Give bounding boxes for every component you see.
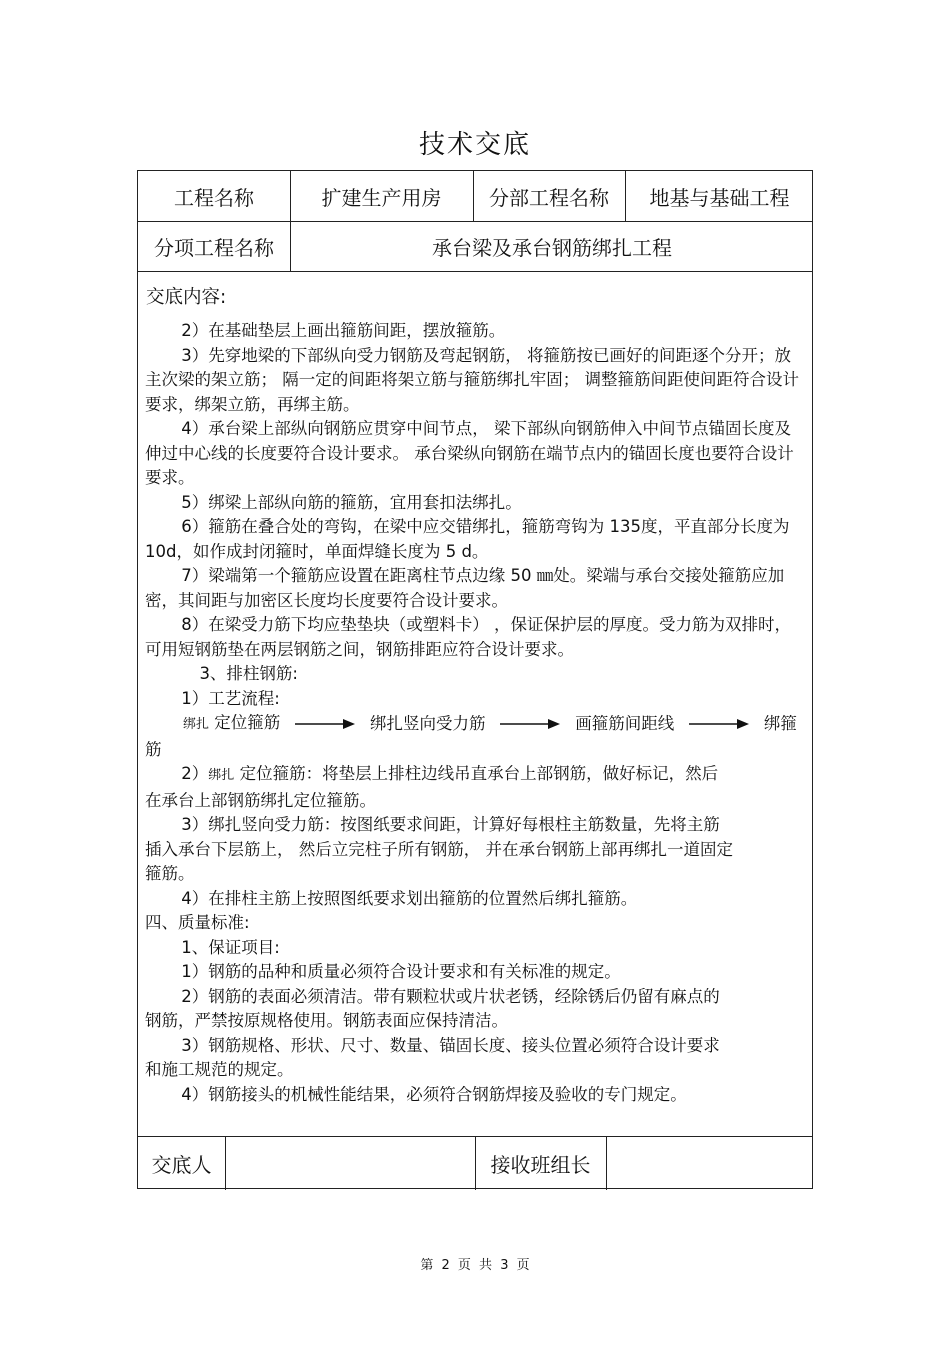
quality-item-3-continued: 和施工规范的规定。 — [145, 1060, 294, 1079]
quality-item-2: 2）钢筋的表面必须清洁。带有颗粒状或片状老锈，经除锈后仍留有麻点的 — [181, 986, 720, 1006]
subitem-label: 分项工程名称 — [154, 235, 274, 260]
paragraph: 7）梁端第一个箍筋应设置在距离柱节点边缘 50 ㎜处。梁端与承台交接处箍筋应加密，其间距与加密区长度均长度要符合设计要求。 — [145, 566, 785, 610]
subitem-value: 承台梁及承台钢筋绑扎工程 — [432, 235, 672, 260]
flow-intro: 1）工艺流程: — [181, 688, 280, 708]
paragraph: 2）在基础垫层上画出箍筋间距，摆放箍筋。 — [181, 321, 506, 340]
row-divider — [138, 271, 812, 272]
quality-item-3: 3）钢筋规格、形状、尺寸、数量、锚固长度、接头位置必须符合设计要求 — [181, 1035, 720, 1055]
arrow-right-icon — [295, 718, 355, 730]
division-label: 分部工程名称 — [489, 185, 609, 210]
guarantee-heading: 1、保证项目: — [181, 937, 280, 957]
flow-step-2: 绑扎竖向受力筋 — [369, 714, 486, 733]
paragraph: 5）绑梁上部纵向筋的箍筋，宜用套扣法绑扎。 — [181, 492, 522, 512]
paragraph: 6）箍筋在叠合处的弯钩，在梁中应交错绑扎，箍筋弯钩为 135度，平直部分长度为 10d，如作成封闭箍时，单面焊缝长度为 5 d。 — [145, 517, 790, 561]
column-item-2-continued: 在承台上部钢筋绑扎定位箍筋。 — [145, 790, 376, 810]
column-item-3-continued: 箍筋。 — [145, 864, 195, 883]
column-heading: 3、排柱钢筋: — [199, 664, 298, 683]
content-heading: 交底内容: — [146, 287, 227, 308]
column-item-4: 4）在排柱主筋上按照图纸要求划出箍筋的位置然后绑扎箍筋。 — [181, 888, 638, 908]
quality-item-4: 4）钢筋接头的机械性能结果，必须符合钢筋焊接及验收的专门规定。 — [181, 1084, 687, 1104]
flow-step-1 — [183, 711, 280, 738]
quality-item-2-continued: 钢筋，严禁按原规格使用。钢筋表面应保持清洁。 — [145, 1011, 508, 1030]
content-body — [145, 319, 805, 1107]
page-number: 第 2 页 共 3 页 — [420, 1258, 530, 1273]
item-number: 2） — [181, 764, 209, 783]
discloser-value[interactable] — [225, 1136, 475, 1190]
paragraph: 3）先穿地梁的下部纵向受力钢筋及弯起钢筋， 将箍筋按已画好的间距逐个分开；放主次梁的架立筋； 隔一定的间距将架立筋与箍筋绑扎牢固； 调整箍筋间距使间距符合设计要求，绑架立筋，再绑主筋。 — [145, 345, 799, 414]
discloser-label: 交底人 — [151, 1152, 212, 1177]
flow-step-1-text: 定位箍筋 — [214, 713, 281, 732]
flow-step-4-continued: 筋 — [145, 739, 162, 759]
project-name-label: 工程名称 — [174, 185, 254, 210]
receiver-label: 接收班组长 — [490, 1152, 591, 1177]
paragraph: 8）在梁受力筋下均应垫垫块（或塑料卡） ，保证保护层的厚度。受力筋为双排时，可用短钢筋垫在两层钢筋之间，钢筋排距应符合设计要求。 — [145, 615, 792, 659]
item-text: 定位箍筋：将垫层上排柱边线吊直承台上部钢筋，做好标记，然后 — [239, 764, 719, 783]
arrow-right-icon — [689, 718, 749, 730]
column-item-2 — [145, 762, 805, 789]
disclosure-table — [137, 170, 813, 1189]
column-item-3: 3）绑扎竖向受力筋：按图纸要求间距，计算好每根柱主筋数量，先将主筋 — [181, 815, 720, 834]
flow-step-3: 画箍筋间距线 — [575, 714, 675, 733]
project-name-value: 扩建生产用房 — [321, 185, 442, 210]
receiver-value[interactable] — [606, 1136, 814, 1190]
column-item-3-continued: 插入承台下层筋上， 然后立完柱子所有钢筋， 并在承台钢筋上部再绑扎一道固定 — [145, 839, 733, 859]
flow-step-1-prefix: 绑扎 — [183, 717, 210, 732]
paragraph: 4）承台梁上部纵向钢筋应贯穿中间节点， 梁下部纵向钢筋伸入中间节点锚固长度及伸过中心线的长度要符合设计要求。 承台梁纵向钢筋在端节点内的锚固长度也要符合设计要求。 — [145, 419, 794, 487]
flow-step-4: 绑箍 — [763, 714, 797, 733]
quality-heading: 四、质量标准: — [145, 913, 250, 932]
arrow-right-icon — [500, 718, 560, 730]
quality-item-1: 1）钢筋的品种和质量必须符合设计要求和有关标准的规定。 — [181, 962, 621, 981]
document-title: 技术交底 — [418, 130, 531, 160]
division-value: 地基与基础工程 — [649, 185, 790, 210]
item-prefix-small: 绑扎 — [208, 768, 235, 783]
process-flow — [145, 711, 805, 738]
